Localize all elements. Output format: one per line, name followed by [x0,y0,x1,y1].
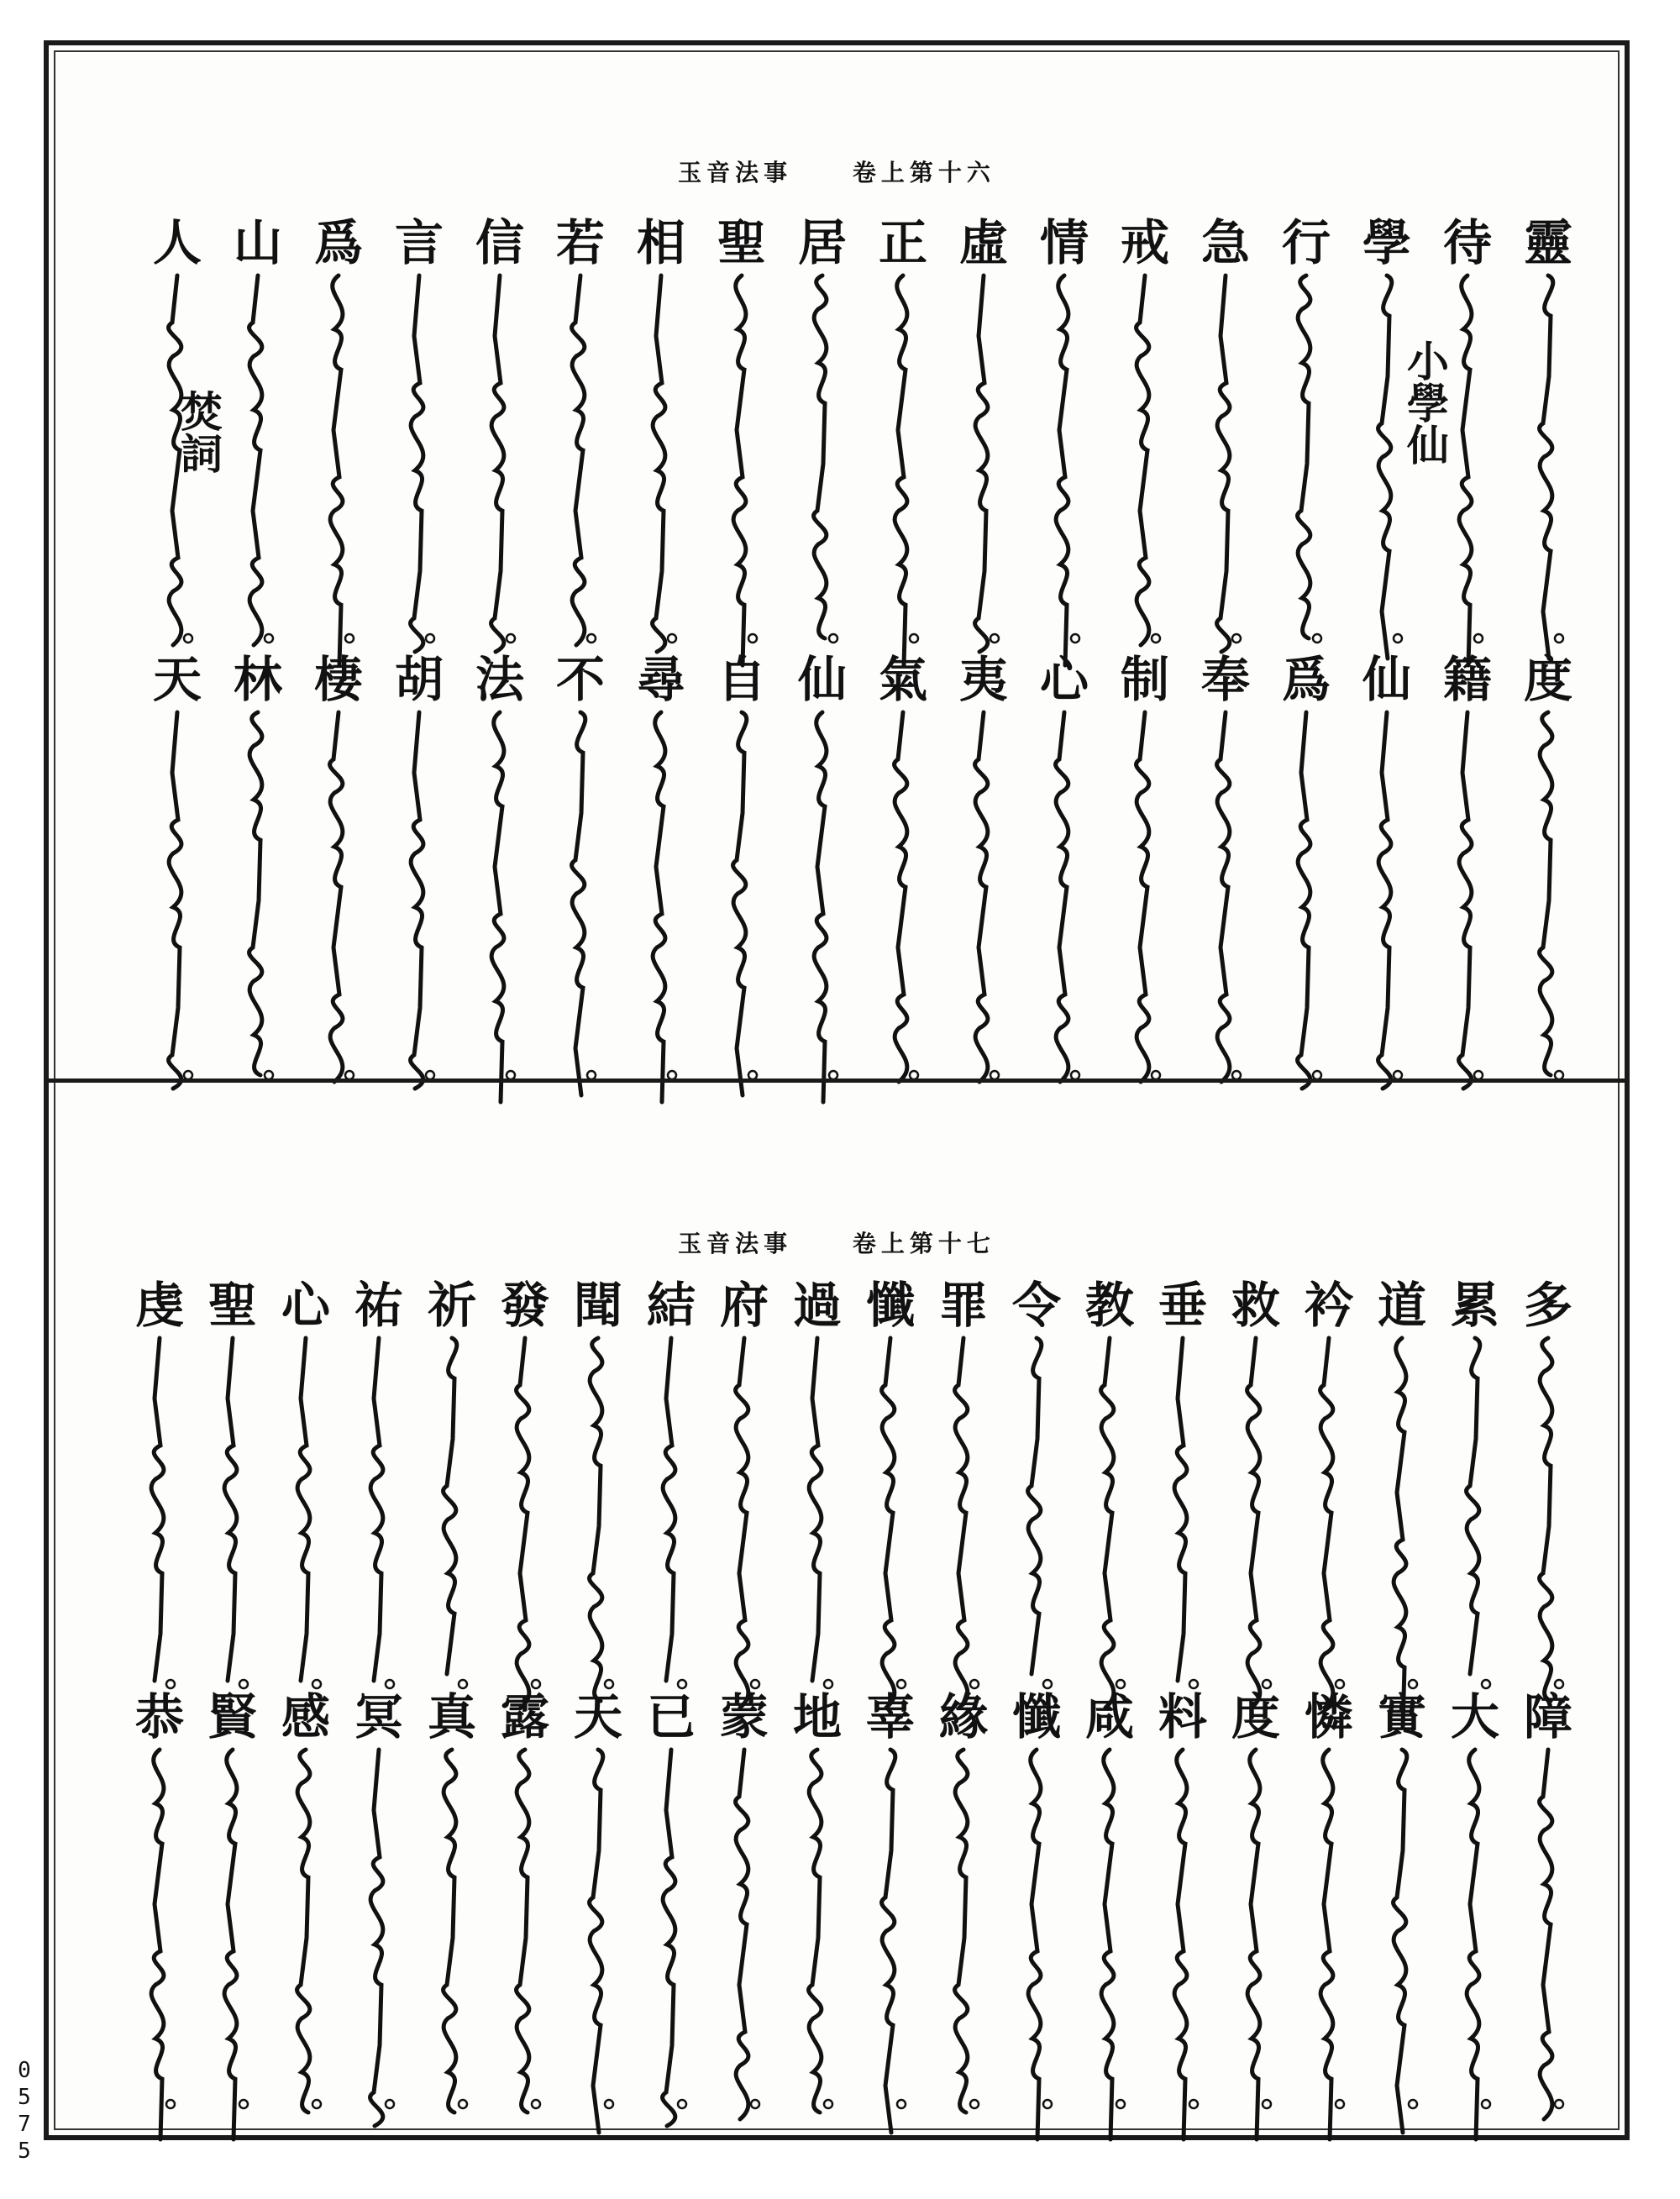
chant-column [381,213,457,645]
chant-column [633,1276,709,1691]
top-header-title: 玉音法事 [678,159,793,186]
chant-column [341,1687,417,2111]
chant-character: 咸 [1084,1688,1134,1745]
neume-mark [1364,1750,1440,2111]
chant-column [1349,650,1425,1082]
neume-mark [1145,1750,1221,2111]
chant-character: 緣 [938,1688,988,1745]
neume-mark [122,1750,197,2111]
chant-column [381,650,457,1082]
end-circle-mark [824,2100,832,2108]
neume-mark [946,712,1021,1082]
end-circle-mark [829,634,837,643]
neume-mark [1026,276,1102,645]
chant-column [1364,1687,1440,2111]
neume-mark [341,1750,417,2111]
chant-character: 露 [500,1688,549,1745]
chant-character: 大 [1450,1688,1499,1745]
end-circle-mark [748,634,757,643]
chant-column [999,1276,1074,1691]
end-circle-mark [1336,2100,1344,2108]
chant-character: 法 [475,651,524,708]
chant-column [543,650,618,1082]
end-circle-mark [605,2100,613,2108]
chant-column [1510,650,1586,1082]
end-circle-mark [678,2100,686,2108]
chant-character: 爲 [1281,651,1331,708]
chant-column [220,213,296,645]
chant-column [195,1276,270,1691]
chant-character: 不 [555,651,605,708]
chant-character: 地 [792,1688,842,1745]
chant-column [1437,1276,1513,1691]
chant-column [341,1276,417,1691]
chant-column [543,213,618,645]
chant-character: 教 [1084,1277,1134,1334]
chant-column [706,1276,782,1691]
chant-character: 辜 [865,1688,915,1745]
neume-mark [999,1750,1074,2111]
neume-mark [195,1750,270,2111]
neume-mark [220,712,296,1082]
neume-mark [543,276,618,645]
chant-character: 令 [1011,1277,1061,1334]
neume-mark [704,712,780,1082]
chant-column [1145,1687,1221,2111]
neume-mark [1145,1338,1221,1691]
chant-column [268,1687,344,2111]
chant-column [301,213,376,645]
neume-mark [1437,1750,1513,2111]
chant-column [560,1276,636,1691]
chant-column [195,1687,270,2111]
chant-column [487,1687,563,2111]
neume-mark [341,1338,417,1691]
chant-character: 實 [1377,1688,1426,1745]
neume-mark [1349,712,1425,1082]
neume-mark [1072,1338,1147,1691]
neume-mark [1510,1338,1586,1691]
chant-column [1510,213,1586,645]
chant-character: 情 [1039,214,1089,271]
chant-column [704,650,780,1082]
chant-character: 氣 [878,651,927,708]
neume-mark [785,276,860,645]
end-circle-mark [897,2100,906,2108]
chant-column [301,650,376,1082]
bottom-header [49,1225,1625,1259]
end-circle-mark [1474,634,1483,643]
section-title-2: 焚詞 [174,390,223,474]
neume-mark [560,1338,636,1691]
neume-mark [623,276,699,645]
end-circle-mark [239,2100,248,2108]
chant-column [139,213,215,645]
neume-mark [487,1338,563,1691]
chant-character: 冥 [354,1688,403,1745]
chant-character: 胡 [394,651,444,708]
end-circle-mark [1152,634,1160,643]
neume-mark [1072,1750,1147,2111]
neume-mark [1437,1338,1513,1691]
chant-character: 聖 [207,1277,257,1334]
chant-character: 道 [1377,1277,1426,1334]
neume-mark [301,712,376,1082]
neume-mark [780,1750,855,2111]
page-number: 0575 [12,2058,37,2165]
chant-character: 祈 [427,1277,476,1334]
neume-mark [462,276,538,645]
neume-mark [301,276,376,645]
chant-character: 虛 [958,214,1008,271]
neume-mark [926,1750,1001,2111]
neume-mark [704,276,780,645]
neume-mark [999,1338,1074,1691]
chant-column [1291,1687,1367,2111]
neume-mark [487,1750,563,2111]
neume-mark [865,712,941,1082]
chant-column [1026,650,1102,1082]
neume-mark [462,712,538,1082]
chant-column [560,1687,636,2111]
end-circle-mark [1116,2100,1125,2108]
chant-column [999,1687,1074,2111]
chant-column [487,1276,563,1691]
chant-character: 心 [281,1277,330,1334]
end-circle-mark [1313,634,1321,643]
chant-character: 戒 [1120,214,1169,271]
neume-mark [623,712,699,1082]
neume-mark [1218,1750,1294,2111]
chant-column [1107,213,1183,645]
end-circle-mark [1189,2100,1198,2108]
chant-column [853,1687,928,2111]
chant-column [633,1687,709,2111]
neume-mark [1268,712,1344,1082]
chant-character: 障 [1523,1688,1572,1745]
chant-column [1510,1687,1586,2111]
end-circle-mark [910,634,918,643]
neume-mark [381,276,457,645]
chant-column [1218,1687,1294,2111]
chant-column [220,650,296,1082]
chant-character: 人 [152,214,202,271]
chant-character: 正 [878,214,927,271]
chant-character: 仙 [1362,651,1411,708]
bottom-page [49,1083,1625,2137]
end-circle-mark [1071,634,1079,643]
chant-character: 賢 [207,1688,257,1745]
scanned-page-frame [44,40,1630,2140]
end-circle-mark [459,2100,467,2108]
neume-mark [633,1338,709,1691]
chant-column [706,1687,782,2111]
chant-column [1510,1276,1586,1691]
neume-mark [1430,276,1505,645]
chant-column [1437,1687,1513,2111]
neume-mark [1107,276,1183,645]
neume-mark [865,276,941,645]
chant-character: 心 [1039,651,1089,708]
top-header-volume: 卷上第十六 [852,159,995,186]
chant-column [1218,1276,1294,1691]
neume-mark [560,1750,636,2111]
chant-character: 急 [1200,214,1250,271]
chant-column [926,1276,1001,1691]
neume-mark [381,712,457,1082]
bottom-header-volume: 卷上第十七 [852,1230,995,1257]
neume-mark [1188,276,1263,645]
chant-character: 天 [573,1688,622,1745]
chant-column [122,1276,197,1691]
end-circle-mark [1394,634,1402,643]
chant-column [785,213,860,645]
chant-column [785,650,860,1082]
chant-character: 制 [1120,651,1169,708]
chant-character: 救 [1231,1277,1280,1334]
chant-character: 天 [152,651,202,708]
neume-mark [1349,276,1425,645]
neume-mark [1291,1338,1367,1691]
chant-character: 奉 [1200,651,1250,708]
end-circle-mark [1482,2100,1490,2108]
end-circle-mark [990,634,999,643]
chant-column [462,213,538,645]
end-circle-mark [345,634,354,643]
chant-character: 學 [1362,214,1411,271]
chant-column [946,213,1021,645]
chant-character: 罪 [938,1277,988,1334]
chant-character: 懺 [865,1277,915,1334]
chant-character: 行 [1281,214,1331,271]
chant-column [1188,650,1263,1082]
chant-column [623,213,699,645]
neume-mark [706,1750,782,2111]
chant-character: 靈 [1523,214,1572,271]
neume-mark [414,1338,490,1691]
chant-character: 待 [1442,214,1492,271]
neume-mark [543,712,618,1082]
chant-character: 發 [500,1277,549,1334]
neume-mark [268,1338,344,1691]
end-circle-mark [312,2100,321,2108]
neume-mark [706,1338,782,1691]
chant-character: 衿 [1304,1277,1353,1334]
end-circle-mark [386,2100,394,2108]
chant-character: 聞 [573,1277,622,1334]
chant-column [1107,650,1183,1082]
chant-character: 山 [233,214,282,271]
chant-character: 真 [427,1688,476,1745]
chant-column [1268,213,1344,645]
chant-character: 已 [646,1688,696,1745]
neume-mark [1026,712,1102,1082]
chant-character: 度 [1231,1688,1280,1745]
chant-character: 多 [1523,1277,1572,1334]
chant-column [414,1276,490,1691]
chant-character: 信 [475,214,524,271]
bottom-header-title: 玉音法事 [678,1230,793,1257]
chant-character: 虔 [134,1277,184,1334]
end-circle-mark [587,634,596,643]
chant-character: 府 [719,1277,769,1334]
chant-column [926,1687,1001,2111]
chant-column [1145,1276,1221,1691]
chant-column [865,650,941,1082]
end-circle-mark [751,2100,759,2108]
chant-column [1072,1687,1147,2111]
chant-character: 籍 [1442,651,1492,708]
neume-mark [633,1750,709,2111]
chant-column [1268,650,1344,1082]
chant-column [1072,1276,1147,1691]
end-circle-mark [1232,634,1241,643]
chant-column [780,1687,855,2111]
chant-column [623,650,699,1082]
neume-mark [1107,712,1183,1082]
neume-mark [1510,712,1586,1082]
top-header [49,155,1625,188]
end-circle-mark [668,634,676,643]
chant-column [1364,1276,1440,1691]
chant-column [1430,650,1505,1082]
neume-mark [220,276,296,645]
chant-character: 料 [1158,1688,1207,1745]
end-circle-mark [426,634,434,643]
end-circle-mark [166,2100,175,2108]
neume-mark [780,1338,855,1691]
end-circle-mark [1263,2100,1271,2108]
neume-mark [1510,1750,1586,2111]
chant-character: 過 [792,1277,842,1334]
chant-character: 居 [797,214,847,271]
chant-character: 恭 [134,1688,184,1745]
chant-column [1291,1276,1367,1691]
section-title: 小學仙 [1400,339,1450,465]
end-circle-mark [1043,2100,1052,2108]
chant-character: 感 [281,1688,330,1745]
chant-character: 仙 [797,651,847,708]
neume-mark [139,276,215,645]
chant-character: 林 [233,651,282,708]
end-circle-mark [1409,2100,1417,2108]
chant-column [1430,213,1505,645]
neume-mark [414,1750,490,2111]
chant-character: 祐 [354,1277,403,1334]
chant-column [1188,213,1263,645]
neume-mark [1188,712,1263,1082]
chant-character: 爲 [313,214,363,271]
neume-mark [1510,276,1586,645]
chant-character: 棲 [313,651,363,708]
end-circle-mark [507,634,515,643]
chant-column [704,213,780,645]
chant-column [780,1276,855,1691]
end-circle-mark [532,2100,540,2108]
chant-column [1349,213,1425,645]
chant-column [853,1276,928,1691]
chant-character: 言 [394,214,444,271]
end-circle-mark [184,634,192,643]
chant-character: 若 [555,214,605,271]
chant-character: 憐 [1304,1688,1353,1745]
chant-column [865,213,941,645]
chant-column [1026,213,1102,645]
chant-column [414,1687,490,2111]
end-circle-mark [265,634,273,643]
end-circle-mark [1555,634,1563,643]
neume-mark [926,1338,1001,1691]
chant-character: 自 [717,651,766,708]
chant-column [122,1687,197,2111]
chant-column [268,1276,344,1691]
chant-character: 聖 [717,214,766,271]
chant-character: 蒙 [719,1688,769,1745]
chant-character: 相 [636,214,685,271]
neume-mark [946,276,1021,645]
chant-character: 累 [1450,1277,1499,1334]
neume-mark [1268,276,1344,645]
chant-column [139,650,215,1082]
neume-mark [853,1750,928,2111]
top-page [49,45,1625,1079]
chant-character: 夷 [958,651,1008,708]
chant-character: 結 [646,1277,696,1334]
neume-mark [195,1338,270,1691]
neume-mark [1430,712,1505,1082]
neume-mark [785,712,860,1082]
chant-column [462,650,538,1082]
chant-column [946,650,1021,1082]
neume-mark [268,1750,344,2111]
chant-character: 度 [1523,651,1572,708]
chant-character: 垂 [1158,1277,1207,1334]
neume-mark [1364,1338,1440,1691]
chant-character: 懺 [1011,1688,1061,1745]
neume-mark [139,712,215,1082]
neume-mark [853,1338,928,1691]
end-circle-mark [1555,2100,1563,2108]
chant-character: 尋 [636,651,685,708]
end-circle-mark [970,2100,979,2108]
neume-mark [1291,1750,1367,2111]
neume-mark [122,1338,197,1691]
neume-mark [1218,1338,1294,1691]
